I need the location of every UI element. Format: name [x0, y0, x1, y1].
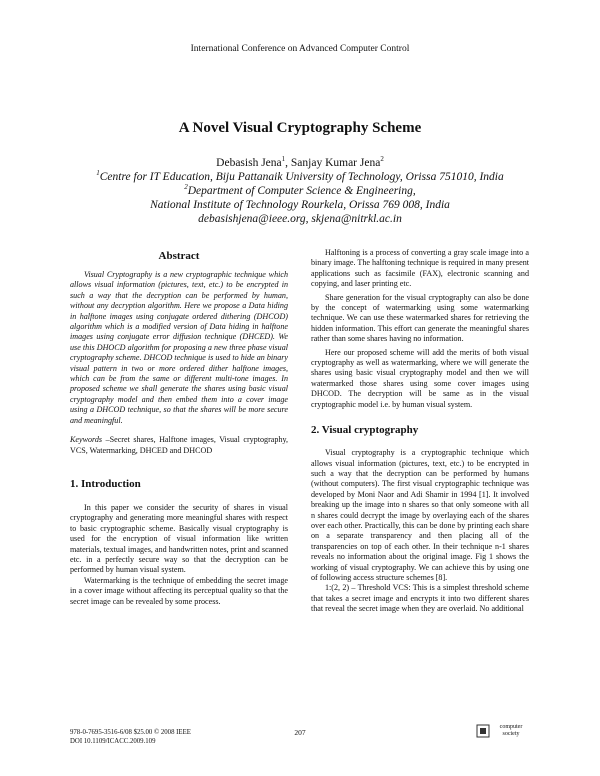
footer-doi: DOI 10.1109/ICACC.2009.109 [70, 738, 156, 745]
keywords-text: –Secret shares, Halftone images, Visual cryptography, VCS, Watermarking, DHCED and DHCOD [70, 435, 288, 455]
author-2: , Sanjay Kumar Jena [285, 157, 381, 169]
author-block [0, 156, 600, 226]
abstract-text: Visual Cryptography is a new cryptographic technique which allows visual information (pictures, text, etc.) to be encrypted in such a way that the decryption can be performed by human, without any decryption algorithm. Here we propose a Data hiding in halftone images using conjugate ordered dithering (DHCOD) algorithm which is a modified version of Data hiding in halftone images using conjugate error diffusion technique (DHCED). We use this DHOCD algorithm for proposing a new three phase visual cryptography scheme. DHCOD technique is used to hide an binary visual pattern in two or more ordered dither halftone images, which can be from the same or different multi-tone images. In proposed scheme we shall generate the shares using basic visual cryptography model and then embed them into a cover image using a DHCOD technique, so that the shares will be more secure and meaningful. [70, 270, 288, 425]
affiliation-1 [0, 170, 600, 184]
author-1-sup: 1 [281, 155, 286, 164]
halftoning-paragraph: Halftoning is a process of converting a gray scale image into a binary image. The halftoning technique is required in many present applications such as facsimile (FAX), electronic scanning and copying, and laser printing etc. [311, 248, 529, 289]
affiliation-2-line-2: National Institute of Technology Rourkela, Orissa 769 008, India [150, 199, 450, 211]
keywords [70, 435, 288, 456]
visual-cryptography-paragraph: Visual cryptography is a cryptographic technique which allows visual information (pictures, text, etc.) to be encrypted in such a way that the decryption can be performed by humans (without computers). The first visual cryptographic technique was developed by Moni Naor and Adi Shamir in 1994 [1]. It involved breaking up the image into n shares so that only someone with all n shares could decrypt the image by overlaying each of the shares over each other. Practically, this can be done by printing each share on a separate transparency and then placing all of the transparencies on top of each other. In their technique n-1 shares reveals no information about the original image. Fig 1 shows the working of visual cryptography. We can achieve this by using one of following access structure schemes [8]. [311, 448, 529, 582]
affiliation-2 [0, 184, 600, 198]
share-generation-paragraph: Share generation for the visual cryptography can also be done by the concept of watermarking using some watermarking technique. We can use these watermarked shares for retrieving the hidden information. This effort can generate the meaningful shares rather than some shares having no information. [311, 292, 529, 344]
computer-society-logo [476, 722, 532, 744]
intro-paragraph-1: In this paper we consider the security of shares in visual cryptography and generating more meaningful shares with respect to basic cryptographic scheme. Basically visual cryptography is used for the encryption of visual information like written materials, textual images, and handwritten notes, print and scanned etc. in a perfectly secure way so that the decryption can be performed by human visual system. [70, 502, 288, 575]
left-column [70, 250, 288, 607]
paper-title: A Novel Visual Cryptography Scheme [178, 120, 422, 136]
affiliation-1-sup: 1 [96, 169, 100, 178]
right-column [311, 248, 529, 615]
logo-line-2: society [502, 730, 520, 737]
logo-line-1: computer [499, 724, 523, 730]
threshold-vcs-paragraph: 1:(2, 2) – Threshold VCS: This is a simplest threshold scheme that takes a secret image and encrypts it into two different shares that reveal the secret image when they are overlaid. No additional [311, 583, 529, 614]
logo-text [490, 724, 532, 737]
author-emails: debasishjena@ieee.org, skjena@nitrkl.ac.in [198, 213, 402, 225]
conference-header: International Conference on Advanced Computer Control [190, 44, 410, 54]
proposed-scheme-paragraph: Here our proposed scheme will add the merits of both visual cryptography as well as watermarking, where we will generate the shares using basic visual cryptography model and then we will watermarked those shares using some cover images using DHCOD. The decryption will be same as in the visual cryptographic model i.e. by human visual system. [311, 347, 529, 409]
intro-heading: 1. Introduction [70, 477, 141, 490]
intro-paragraph-2: Watermarking is the technique of embedding the secret image in a cover image without affecting its perceptual quality so that the secret image can be revealed by some process. [70, 575, 288, 606]
keywords-label: Keywords [70, 435, 103, 445]
abstract-heading: Abstract [158, 250, 200, 262]
affiliation-1-text: Centre for IT Education, Biju Pattanaik University of Technology, Orissa 751010, India [99, 171, 504, 183]
author-1: Debasish Jena [216, 157, 282, 169]
computer-society-logo-icon [476, 724, 490, 738]
affiliation-2-sup: 2 [184, 183, 188, 192]
author-names [0, 156, 600, 170]
affiliation-2-text: Department of Computer Science & Engineering, [187, 185, 416, 197]
author-2-sup: 2 [380, 155, 384, 164]
section-2-heading: 2. Visual cryptography [311, 424, 419, 437]
page-number: 207 [294, 728, 306, 737]
footer-isbn: 978-0-7695-3516-6/08 $25.00 © 2008 IEEE [70, 729, 191, 736]
